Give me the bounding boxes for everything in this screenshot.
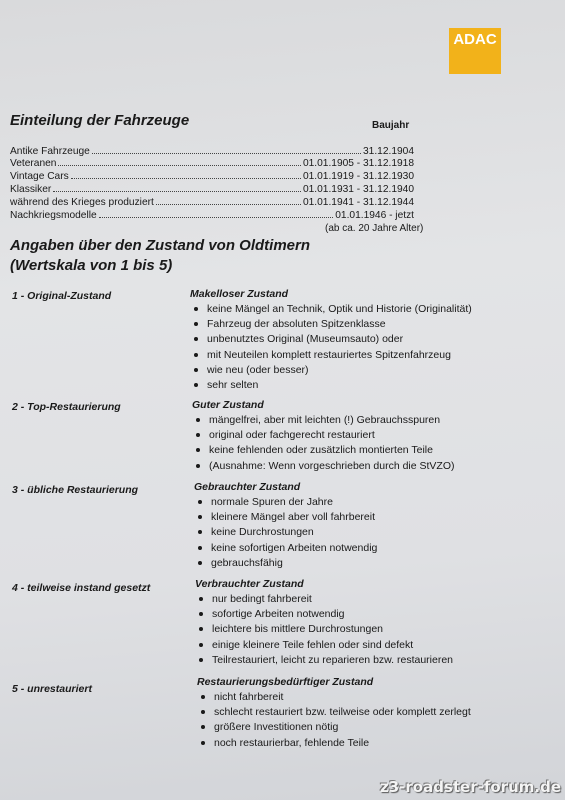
- vehicle-row: [10, 184, 414, 195]
- vehicle-year: 01.01.1946 - jetzt: [335, 210, 414, 221]
- condition-block-title: Gebrauchter Zustand: [194, 481, 301, 493]
- vehicle-label: Antike Fahrzeuge: [10, 146, 90, 157]
- vehicle-row: [10, 197, 414, 208]
- list-item: nur bedingt fahrbereit: [195, 592, 453, 607]
- condition-block: [195, 578, 453, 668]
- leader-dots: [92, 153, 361, 154]
- category-label: 2 - Top-Restaurierung: [12, 401, 121, 413]
- condition-list: [190, 302, 472, 393]
- condition-block-title: Restaurierungsbedürftiger Zustand: [197, 676, 374, 688]
- vehicle-row: [10, 158, 414, 169]
- condition-list: [194, 495, 377, 571]
- list-item: mit Neuteilen komplett restauriertes Spitzenfahrzeug: [190, 348, 472, 363]
- condition-block: [192, 399, 455, 474]
- condition-list: [197, 690, 471, 751]
- baujahr-header: Baujahr: [372, 120, 410, 131]
- list-item: nicht fahrbereit: [197, 690, 471, 705]
- list-item: unbenutztes Original (Museumsauto) oder: [190, 332, 472, 347]
- condition-title-line2: (Wertskala von 1 bis 5): [10, 257, 173, 274]
- leader-dots: [99, 217, 334, 218]
- list-item: gebrauchsfähig: [194, 556, 377, 571]
- list-item: mängelfrei, aber mit leichten (!) Gebrauchsspuren: [192, 413, 455, 428]
- condition-block: [197, 676, 471, 751]
- list-item: original oder fachgerecht restauriert: [192, 428, 455, 443]
- vehicle-label: Vintage Cars: [10, 171, 69, 182]
- vehicle-year: 01.01.1931 - 31.12.1940: [302, 184, 414, 195]
- vehicles-title: Einteilung der Fahrzeuge: [10, 112, 190, 129]
- vehicle-year: 01.01.1905 - 31.12.1918: [302, 158, 414, 169]
- adac-logo: ADAC: [449, 28, 501, 74]
- condition-block: [190, 288, 472, 393]
- vehicle-year: 01.01.1941 - 31.12.1944: [302, 197, 414, 208]
- list-item: wie neu (oder besser): [190, 363, 472, 378]
- list-item: kleinere Mängel aber voll fahrbereit: [194, 510, 377, 525]
- list-item: sofortige Arbeiten notwendig: [195, 607, 453, 622]
- list-item: keine fehlenden oder zusätzlich montierten Teile: [192, 443, 455, 458]
- condition-block-title: Makelloser Zustand: [190, 288, 289, 300]
- list-item: schlecht restauriert bzw. teilweise oder komplett zerlegt: [197, 705, 471, 720]
- list-item: einige kleinere Teile fehlen oder sind defekt: [195, 638, 453, 653]
- vehicle-label: Veteranen: [10, 158, 57, 169]
- leader-dots: [58, 165, 301, 166]
- condition-block-title: Verbrauchter Zustand: [195, 578, 304, 590]
- list-item: leichtere bis mittlere Durchrostungen: [195, 622, 453, 637]
- list-item: noch restaurierbar, fehlende Teile: [197, 736, 471, 751]
- vehicle-year: 01.01.1919 - 31.12.1930: [302, 171, 414, 182]
- condition-block-title: Guter Zustand: [192, 399, 264, 411]
- list-item: sehr selten: [190, 378, 472, 393]
- condition-list: [195, 592, 453, 668]
- forum-watermark: z3-roadster-forum.de: [380, 778, 561, 796]
- category-label: 5 - unrestauriert: [12, 683, 92, 695]
- leader-dots: [53, 191, 301, 192]
- vehicle-year: 31.12.1904: [363, 146, 414, 157]
- vehicle-label: Nachkriegsmodelle: [10, 210, 97, 221]
- category-label: 3 - übliche Restaurierung: [12, 484, 139, 496]
- list-item: (Ausnahme: Wenn vorgeschrieben durch die StVZO): [192, 459, 455, 474]
- list-item: keine Durchrostungen: [194, 525, 377, 540]
- list-item: normale Spuren der Jahre: [194, 495, 377, 510]
- list-item: Fahrzeug der absoluten Spitzenklasse: [190, 317, 472, 332]
- vehicle-label: während des Krieges produziert: [10, 197, 154, 208]
- leader-dots: [156, 204, 301, 205]
- age-note: (ab ca. 20 Jahre Alter): [325, 223, 424, 234]
- condition-title-line1: Angaben über den Zustand von Oldtimern: [10, 237, 311, 254]
- category-label: 4 - teilweise instand gesetzt: [12, 582, 151, 594]
- list-item: keine Mängel an Technik, Optik und Historie (Originalität): [190, 302, 472, 317]
- list-item: keine sofortigen Arbeiten notwendig: [194, 541, 377, 556]
- condition-block: [194, 481, 377, 571]
- category-label: 1 - Original-Zustand: [12, 290, 112, 302]
- list-item: größere Investitionen nötig: [197, 720, 471, 735]
- vehicle-row: [10, 171, 414, 182]
- vehicle-row: [10, 210, 414, 221]
- condition-title: [10, 236, 310, 276]
- vehicle-row: [10, 146, 414, 157]
- vehicle-label: Klassiker: [10, 184, 52, 195]
- leader-dots: [71, 178, 301, 179]
- list-item: Teilrestauriert, leicht zu reparieren bzw. restaurieren: [195, 653, 453, 668]
- condition-list: [192, 413, 455, 474]
